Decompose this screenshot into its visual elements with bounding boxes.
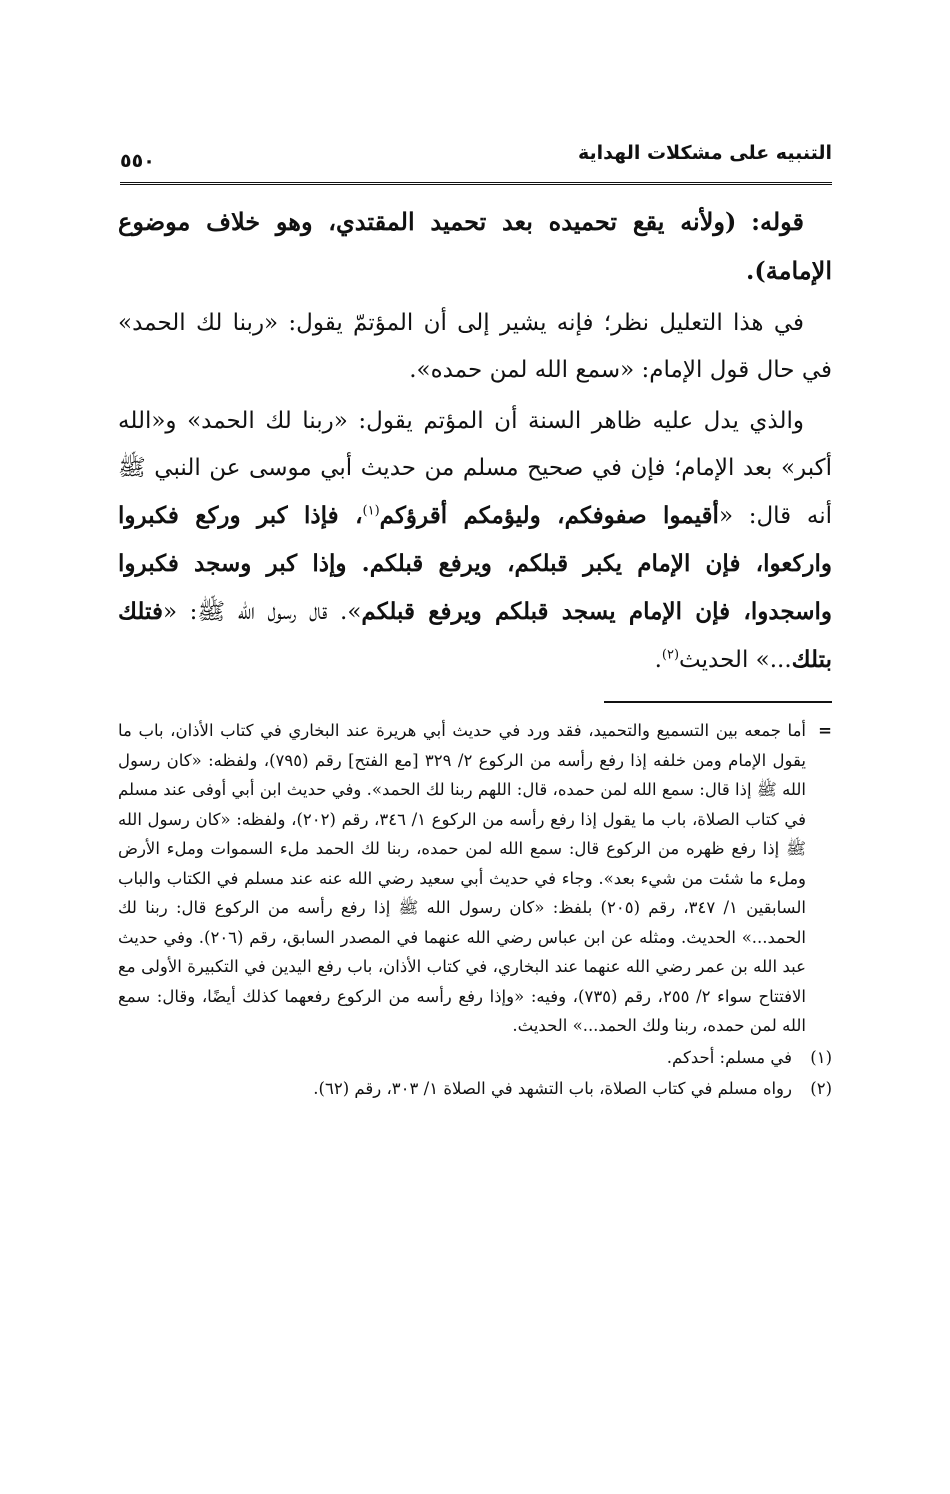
hadith-text-1: أقيموا صفوفكم، وليؤمكم أقرؤكم	[379, 502, 719, 529]
footnote-2-number: (٢)	[810, 1079, 832, 1098]
footnote-1-text: في مسلم: أحدكم.	[666, 1047, 792, 1067]
footnote-1-number: (١)	[810, 1047, 832, 1067]
footnote-2-text: رواه مسلم في كتاب الصلاة، باب التشهد في الصلاة ١/ ٣٠٣، رقم (٦٢).	[313, 1079, 792, 1098]
running-header	[120, 138, 832, 178]
footnote-separator	[604, 701, 832, 703]
p3-part-f: ...» الحديث	[679, 647, 792, 673]
paragraph-2: في هذا التعليل نظر؛ فإنه يشير إلى أن المؤتمّ يقول: «ربنا لك الحمد» في حال قول الإمام: «سمع الله لمن حمده».	[118, 310, 832, 383]
main-text	[118, 198, 832, 688]
footnote-continuation	[118, 716, 832, 1041]
paragraph-3	[118, 398, 832, 684]
quoted-text: (ولأنه يقع تحميده بعد تحميد المقتدي، وهو خلاف موضوع الإمامة).	[118, 207, 832, 285]
header-title: التنبيه على مشكلات الهداية	[578, 142, 832, 164]
header-rule	[120, 182, 832, 187]
footnote-1	[118, 1043, 832, 1073]
quote-lead: قوله:	[751, 207, 805, 236]
footnote-ref-2: (٢)	[661, 647, 680, 663]
continuation-text: أما جمعه بين التسميع والتحميد، فقد ورد في حديث أبي هريرة عند البخاري في كتاب الأذان، باب ما يقول الإمام ومن خلفه إذا رفع رأسه من الركوع ٢/ ٣٢٩ [مع الفتح] رقم (٧٩٥)، ولفظه: «كان رسول الله ﷺ إذا قال: سمع الله لمن حمده، قال: اللهم ربنا لك الحمد». وفي حديث ابن أبي أوفى عند مسلم في كتاب الصلاة، باب ما يقول إذا رفع رأسه من الركوع ١/ ٣٤٦، رقم (٢٠٢)، ولفظه: «كان رسول الله ﷺ إذا رفع ظهره من الركوع قال: سمع الله لمن حمده، ربنا لك الحمد ملء السموات وملء الأرض وملء ما شئت من شيء بعد». وجاء في حديث أبي سعيد رضي الله عنه عند مسلم في الكتاب والباب السابقين ١/ ٣٤٧، رقم (٢٠٥) بلفظ: «كان رسول الله ﷺ إذا رفع رأسه من الركوع قال: ربنا لك الحمد...» الحديث. ومثله عن ابن عباس رضي الله عنهما في المصدر السابق، رقم (٢٠٦). وفي حديث عبد الله بن عمر رضي الله عنهما عند البخاري، في كتاب الأذان، باب رفع اليدين في التكبيرة الأولى مع الافتتاح سواء ٢/ ٢٥٥، رقم (٧٣٥)، وفيه: «وإذا رفع رأسه من الركوع رفعهما كذلك أيضًا، وقال: سمع الله لمن حمده، ربنا ولك الحمد...» الحديث.	[118, 721, 806, 1035]
p3-part-g: .	[654, 647, 662, 673]
footnote-ref-1: (١)	[362, 503, 380, 519]
page-number: ٥٥٠	[120, 150, 155, 172]
continuation-mark: =	[818, 721, 832, 740]
footnote-2	[118, 1074, 832, 1104]
footnotes	[118, 716, 832, 1104]
hadith-text-2: ، فإذا كبر وركع فكبروا واركعوا، فإن الإمام يكبر قبلكم، ويرفع قبلكم. وإذا كبر وسجد فكبروا واسجدوا، فإن الإمام يسجد قبلكم ويرفع قبلكم	[118, 502, 833, 625]
p3-part-a: والذي يدل عليه ظاهر السنة أن المؤتم يقول: «ربنا لك الحمد» و«الله أكبر» بعد الإمام؛ فإن في صحيح مسلم من حديث أبي موسى عن النبي ﷺ أنه قال: «	[118, 408, 833, 529]
hadith-text-3: فتلك بتلك	[118, 598, 832, 673]
p3-part-d: ». قال رسول الله ﷺ: «	[162, 599, 362, 625]
paragraph-1	[118, 198, 832, 296]
